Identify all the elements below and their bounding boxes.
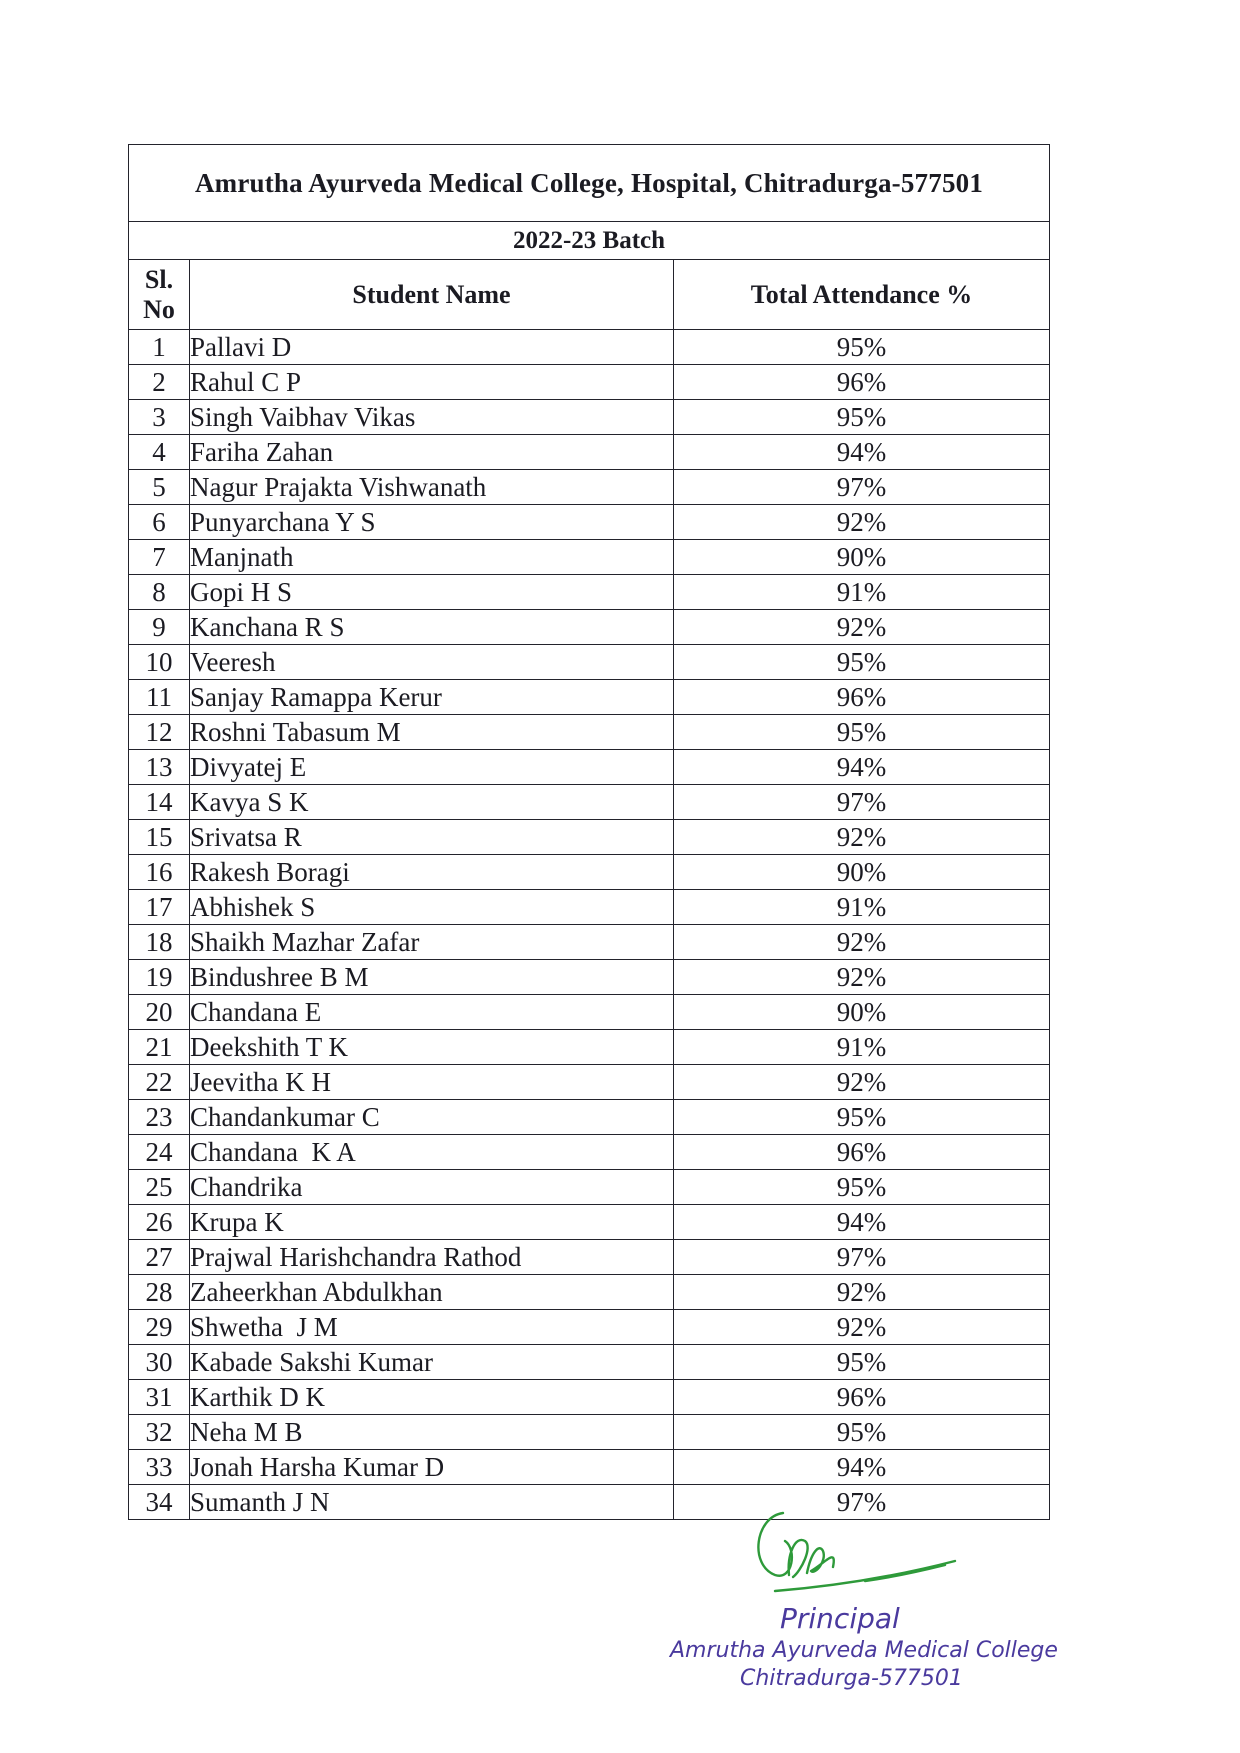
table-row	[129, 750, 1050, 785]
attendance-cell: 94%	[674, 1205, 1050, 1240]
sl-no-cell: 31	[129, 1380, 190, 1415]
title-row	[129, 145, 1050, 222]
student-name-cell: Punyarchana Y S	[190, 505, 674, 540]
table-row	[129, 610, 1050, 645]
table-row	[129, 1450, 1050, 1485]
attendance-cell: 97%	[674, 1240, 1050, 1275]
attendance-cell: 92%	[674, 1310, 1050, 1345]
sl-no-cell: 7	[129, 540, 190, 575]
attendance-cell: 96%	[674, 680, 1050, 715]
sl-no-cell: 2	[129, 365, 190, 400]
table-row	[129, 925, 1050, 960]
attendance-cell: 92%	[674, 820, 1050, 855]
attendance-cell: 92%	[674, 1275, 1050, 1310]
table-row	[129, 1100, 1050, 1135]
student-name-cell: Kavya S K	[190, 785, 674, 820]
sl-no-cell: 24	[129, 1135, 190, 1170]
sl-no-cell: 11	[129, 680, 190, 715]
sl-no-cell: 22	[129, 1065, 190, 1100]
attendance-cell: 97%	[674, 470, 1050, 505]
attendance-table	[128, 144, 1050, 1520]
student-name-cell: Shwetha J M	[190, 1310, 674, 1345]
student-name-cell: Abhishek S	[190, 890, 674, 925]
sl-no-cell: 26	[129, 1205, 190, 1240]
student-name-cell: Bindushree B M	[190, 960, 674, 995]
attendance-cell: 96%	[674, 1380, 1050, 1415]
table-row	[129, 1030, 1050, 1065]
sl-no-cell: 19	[129, 960, 190, 995]
sl-no-cell: 10	[129, 645, 190, 680]
attendance-cell: 90%	[674, 995, 1050, 1030]
sl-no-cell: 12	[129, 715, 190, 750]
table-row	[129, 820, 1050, 855]
student-name-cell: Deekshith T K	[190, 1030, 674, 1065]
attendance-cell: 95%	[674, 1100, 1050, 1135]
principal-signature	[745, 1505, 965, 1605]
table-row	[129, 1205, 1050, 1240]
table-row	[129, 330, 1050, 365]
sl-no-cell: 20	[129, 995, 190, 1030]
attendance-header: Total Attendance %	[674, 260, 1050, 330]
attendance-cell: 92%	[674, 925, 1050, 960]
batch-row	[129, 222, 1050, 260]
sl-no-cell: 1	[129, 330, 190, 365]
attendance-cell: 96%	[674, 1135, 1050, 1170]
sl-no-cell: 29	[129, 1310, 190, 1345]
attendance-cell: 91%	[674, 1030, 1050, 1065]
table-row	[129, 995, 1050, 1030]
attendance-cell: 94%	[674, 750, 1050, 785]
sl-no-cell: 9	[129, 610, 190, 645]
sl-no-cell: 32	[129, 1415, 190, 1450]
student-name-cell: Karthik D K	[190, 1380, 674, 1415]
sl-no-cell: 14	[129, 785, 190, 820]
student-name-cell: Prajwal Harishchandra Rathod	[190, 1240, 674, 1275]
table-row	[129, 575, 1050, 610]
sl-no-cell: 4	[129, 435, 190, 470]
attendance-cell: 95%	[674, 400, 1050, 435]
student-name-cell: Shaikh Mazhar Zafar	[190, 925, 674, 960]
student-name-cell: Divyatej E	[190, 750, 674, 785]
student-name-cell: Kabade Sakshi Kumar	[190, 1345, 674, 1380]
sl-no-cell: 28	[129, 1275, 190, 1310]
table-row	[129, 1275, 1050, 1310]
student-name-cell: Zaheerkhan Abdulkhan	[190, 1275, 674, 1310]
attendance-cell: 97%	[674, 1485, 1050, 1520]
student-name-cell: Veeresh	[190, 645, 674, 680]
stamp-place: Chitradurga-577501	[740, 1666, 963, 1691]
table-row	[129, 540, 1050, 575]
attendance-cell: 95%	[674, 1415, 1050, 1450]
attendance-cell: 91%	[674, 890, 1050, 925]
student-name-cell: Jeevitha K H	[190, 1065, 674, 1100]
student-name-cell: Chandankumar C	[190, 1100, 674, 1135]
sl-no-cell: 30	[129, 1345, 190, 1380]
student-name-cell: Srivatsa R	[190, 820, 674, 855]
batch-label: 2022-23 Batch	[129, 222, 1050, 260]
column-header-row	[129, 260, 1050, 330]
student-name-cell: Sumanth J N	[190, 1485, 674, 1520]
student-name-cell: Manjnath	[190, 540, 674, 575]
table-row	[129, 680, 1050, 715]
table-row	[129, 960, 1050, 995]
student-name-cell: Chandana E	[190, 995, 674, 1030]
attendance-cell: 97%	[674, 785, 1050, 820]
table-row	[129, 1240, 1050, 1275]
attendance-cell: 94%	[674, 1450, 1050, 1485]
attendance-cell: 92%	[674, 610, 1050, 645]
attendance-cell: 90%	[674, 855, 1050, 890]
attendance-cell: 92%	[674, 505, 1050, 540]
table-row	[129, 1380, 1050, 1415]
sl-no-cell: 13	[129, 750, 190, 785]
table-row	[129, 1170, 1050, 1205]
attendance-cell: 96%	[674, 365, 1050, 400]
sl-no-cell: 21	[129, 1030, 190, 1065]
student-name-cell: Fariha Zahan	[190, 435, 674, 470]
table-row	[129, 645, 1050, 680]
attendance-cell: 92%	[674, 1065, 1050, 1100]
table-row	[129, 1345, 1050, 1380]
table-row	[129, 1135, 1050, 1170]
student-name-cell: Chandrika	[190, 1170, 674, 1205]
sl-no-cell: 27	[129, 1240, 190, 1275]
institution-title: Amrutha Ayurveda Medical College, Hospital, Chitradurga-577501	[129, 145, 1050, 222]
stamp-organization: Amrutha Ayurveda Medical College	[670, 1638, 1058, 1663]
table-row	[129, 505, 1050, 540]
student-name-cell: Rakesh Boragi	[190, 855, 674, 890]
sl-no-cell: 18	[129, 925, 190, 960]
student-name-cell: Gopi H S	[190, 575, 674, 610]
sl-no-cell: 23	[129, 1100, 190, 1135]
table-row	[129, 1065, 1050, 1100]
attendance-cell: 95%	[674, 1170, 1050, 1205]
sl-no-cell: 15	[129, 820, 190, 855]
student-name-cell: Nagur Prajakta Vishwanath	[190, 470, 674, 505]
attendance-cell: 92%	[674, 960, 1050, 995]
sl-no-cell: 6	[129, 505, 190, 540]
attendance-cell: 91%	[674, 575, 1050, 610]
attendance-cell: 95%	[674, 1345, 1050, 1380]
student-name-cell: Kanchana R S	[190, 610, 674, 645]
sl-no-cell: 34	[129, 1485, 190, 1520]
attendance-cell: 94%	[674, 435, 1050, 470]
attendance-cell: 90%	[674, 540, 1050, 575]
table-row	[129, 1415, 1050, 1450]
student-name-cell: Sanjay Ramappa Kerur	[190, 680, 674, 715]
student-name-cell: Jonah Harsha Kumar D	[190, 1450, 674, 1485]
attendance-cell: 95%	[674, 330, 1050, 365]
sl-no-cell: 16	[129, 855, 190, 890]
student-name-cell: Krupa K	[190, 1205, 674, 1240]
table-row	[129, 435, 1050, 470]
student-name-cell: Neha M B	[190, 1415, 674, 1450]
student-name-header: Student Name	[190, 260, 674, 330]
attendance-cell: 95%	[674, 715, 1050, 750]
student-name-cell: Roshni Tabasum M	[190, 715, 674, 750]
sl-no-cell: 3	[129, 400, 190, 435]
table-row	[129, 400, 1050, 435]
attendance-cell: 95%	[674, 645, 1050, 680]
table-row	[129, 785, 1050, 820]
table-row	[129, 715, 1050, 750]
table-row	[129, 365, 1050, 400]
student-name-cell: Chandana K A	[190, 1135, 674, 1170]
student-rows	[129, 330, 1050, 1520]
table-row	[129, 470, 1050, 505]
sl-no-cell: 8	[129, 575, 190, 610]
sl-no-cell: 17	[129, 890, 190, 925]
student-name-cell: Singh Vaibhav Vikas	[190, 400, 674, 435]
stamp-designation: Principal	[780, 1602, 900, 1635]
sl-no-header: Sl. No	[129, 260, 190, 330]
table-row	[129, 890, 1050, 925]
sl-no-cell: 33	[129, 1450, 190, 1485]
sl-no-cell: 25	[129, 1170, 190, 1205]
student-name-cell: Pallavi D	[190, 330, 674, 365]
table-row	[129, 855, 1050, 890]
student-name-cell: Rahul C P	[190, 365, 674, 400]
sl-no-cell: 5	[129, 470, 190, 505]
table-row	[129, 1310, 1050, 1345]
